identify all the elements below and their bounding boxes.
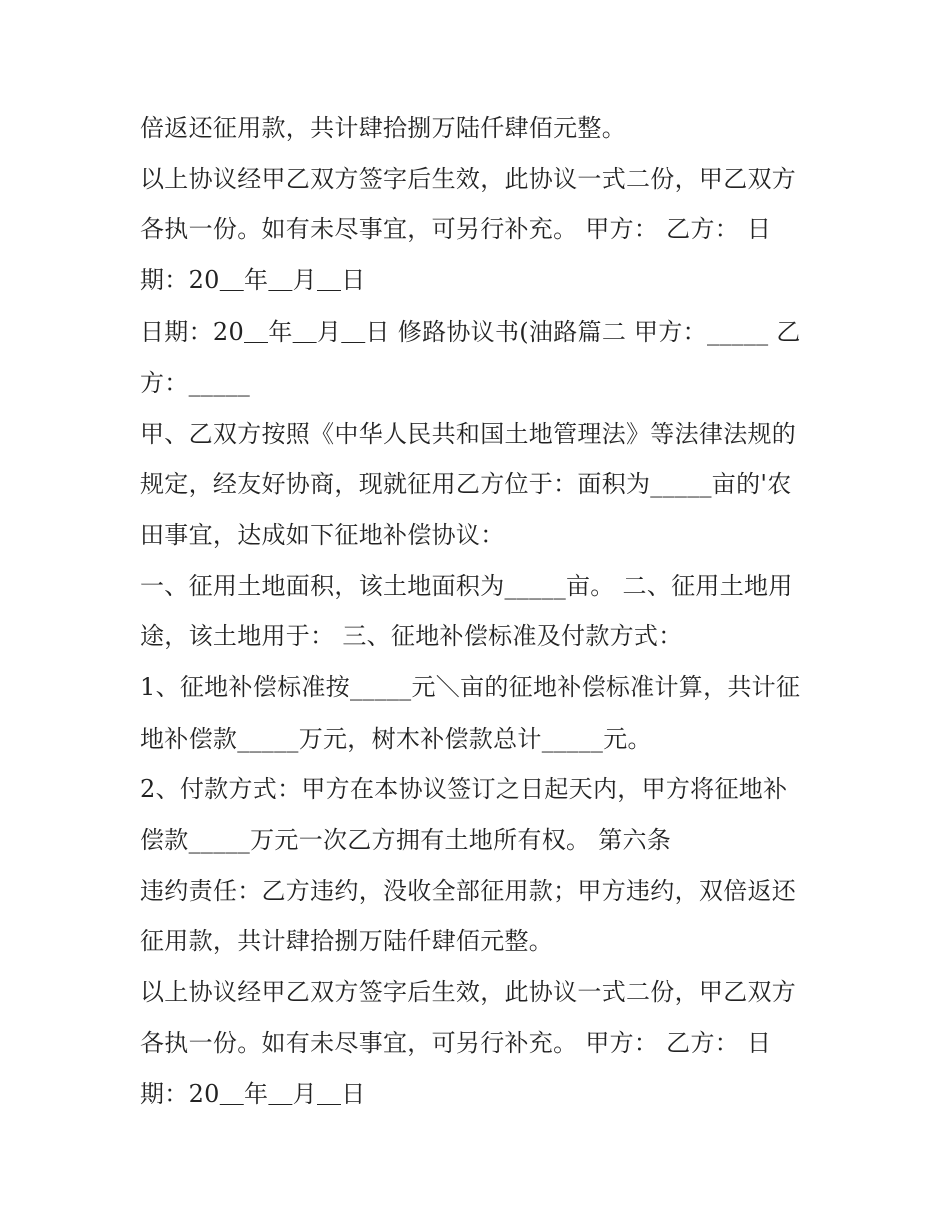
text-line-20: 期：20＿年＿月＿日	[140, 1080, 366, 1108]
text-line-17: 征用款，共计肆拾捌万陆仟肆佰元整。	[140, 927, 554, 955]
text-line-16: 违约责任：乙方违约，没收全部征用款；甲方违约，双倍返还	[140, 877, 797, 905]
text-line-10: 一、征用土地面积，该土地面积为_____亩。 二、征用土地用	[140, 572, 793, 600]
text-line-7: 甲、乙双方按照《中华人民共和国土地管理法》等法律法规的	[140, 420, 797, 448]
text-line-9: 田事宜，达成如下征地补偿协议：	[140, 521, 505, 549]
text-line-6: 方：_____	[140, 369, 251, 397]
text-line-2: 以上协议经甲乙双方签字后生效，此协议一式二份，甲乙双方	[140, 165, 797, 193]
text-line-12: 1、征地补偿标准按_____元＼亩的征地补偿标准计算，共计征	[140, 673, 801, 701]
text-line-15: 偿款_____万元一次乙方拥有土地所有权。 第六条	[140, 826, 672, 854]
text-line-18: 以上协议经甲乙双方签字后生效，此协议一式二份，甲乙双方	[140, 978, 797, 1006]
text-line-1: 倍返还征用款，共计肆拾捌万陆仟肆佰元整。	[140, 114, 626, 142]
text-line-4: 期：20＿年＿月＿日	[140, 266, 366, 294]
text-line-19: 各执一份。如有未尽事宜，可另行补充。 甲方： 乙方： 日	[140, 1029, 772, 1057]
text-line-11: 途，该土地用于： 三、征地补偿标准及付款方式：	[140, 622, 683, 650]
text-line-14: 2、付款方式：甲方在本协议签订之日起天内，甲方将征地补	[140, 775, 788, 803]
text-line-3: 各执一份。如有未尽事宜，可另行补充。 甲方： 乙方： 日	[140, 215, 772, 243]
text-line-5: 日期：20＿年＿月＿日 修路协议书(油路篇二 甲方：_____ 乙	[140, 318, 801, 346]
text-line-8: 规定，经友好协商，现就征用乙方位于：面积为_____亩的'农	[140, 470, 792, 498]
text-line-13: 地补偿款_____万元，树木补偿款总计_____元。	[140, 725, 652, 753]
